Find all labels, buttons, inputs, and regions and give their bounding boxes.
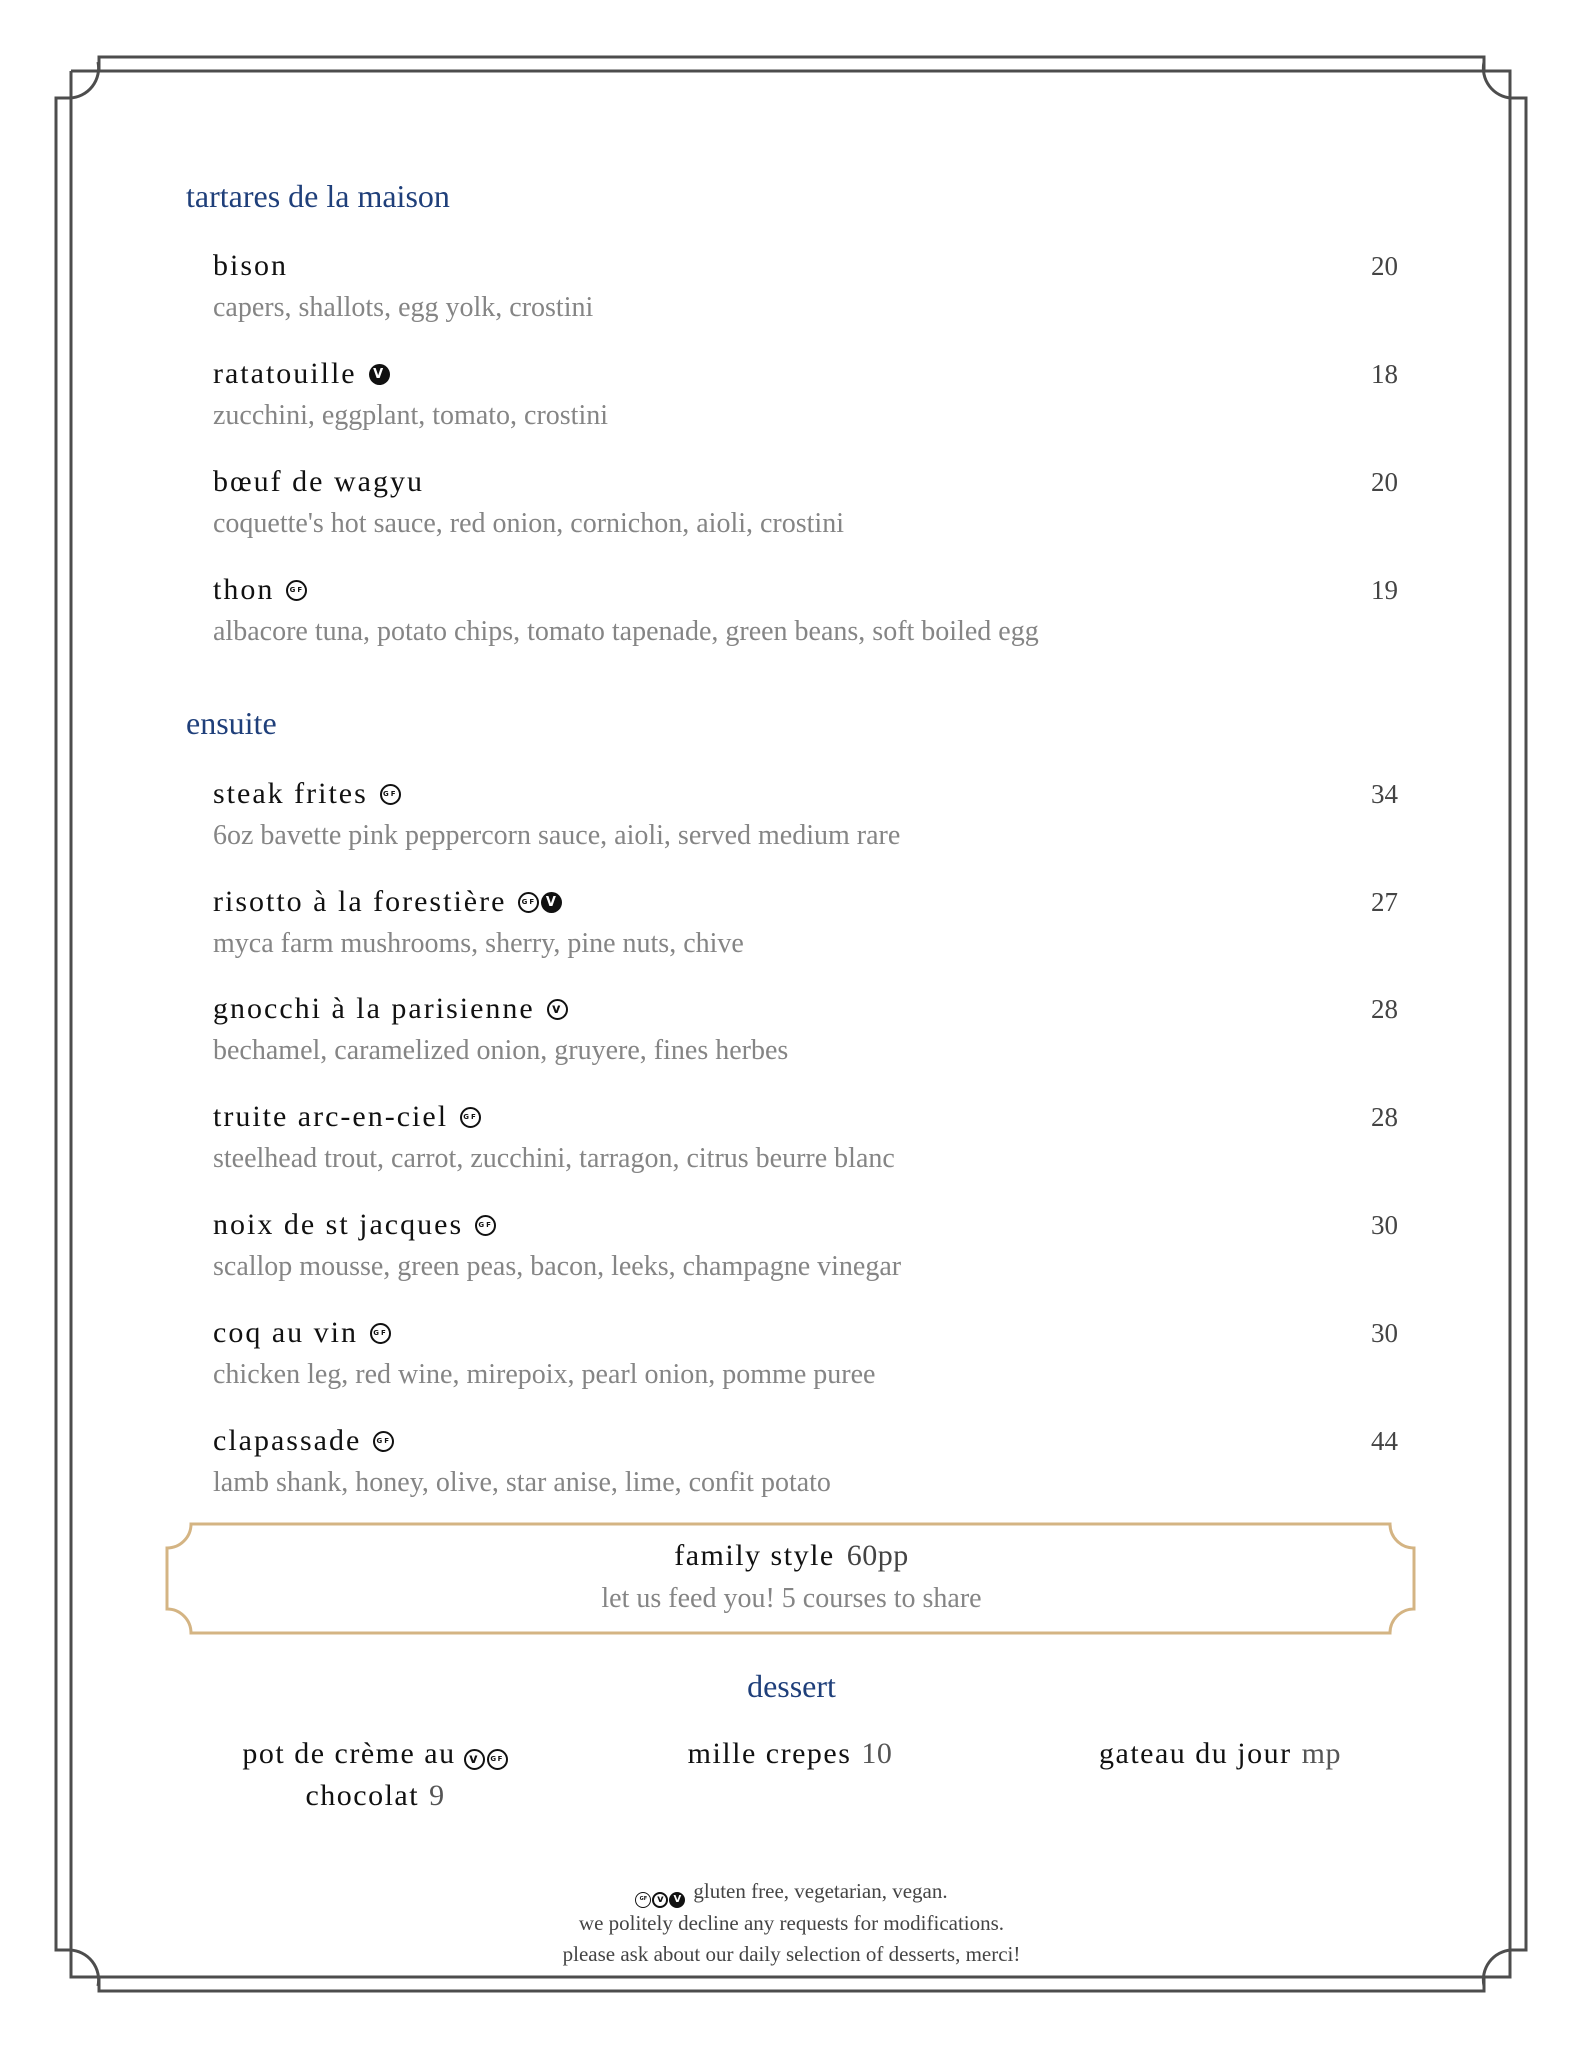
section-heading-dessert: dessert [747, 1668, 836, 1704]
item-name: steak frites [213, 777, 368, 810]
family-style-price: 60pp [846, 1539, 909, 1572]
gluten-free-icon: GF [286, 580, 307, 601]
dessert-item-mille-crepes [640, 1733, 940, 1775]
item-name: coq au vin [213, 1316, 358, 1349]
item-name: bœuf de wagyu [213, 465, 424, 498]
gluten-free-icon: GF [370, 1323, 391, 1344]
dessert-selection-note: please ask about our daily selection of desserts, merci! [562, 1941, 1021, 1966]
menu-item-bison [213, 248, 1398, 325]
vegan-icon: V [669, 1892, 685, 1908]
item-price: 34 [1371, 779, 1398, 809]
vegan-icon: V [541, 892, 562, 913]
section-heading-ensuite: ensuite [186, 705, 277, 741]
menu-item-boeuf-de-wagyu [213, 464, 1398, 541]
gluten-free-icon: GF [635, 1892, 651, 1908]
menu-item-risotto [213, 884, 1398, 961]
vegetarian-icon: v [464, 1749, 485, 1770]
item-name: thon [213, 573, 275, 606]
dessert-name-line2: chocolat [305, 1779, 420, 1812]
item-price: 30 [1371, 1210, 1398, 1240]
gluten-free-icon: GF [373, 1431, 394, 1452]
gluten-free-icon: GF [460, 1107, 481, 1128]
dietary-legend [0, 1876, 1583, 1908]
footer-notes [0, 1876, 1583, 1970]
family-style-subtitle: let us feed you! 5 courses to share [601, 1583, 982, 1614]
family-style-label: family style [674, 1539, 835, 1572]
item-name: bison [213, 249, 289, 282]
menu-item-truite [213, 1099, 1398, 1176]
item-description: steelhead trout, carrot, zucchini, tarragon, citrus beurre blanc [213, 1143, 895, 1174]
item-description: albacore tuna, potato chips, tomato tapenade, green beans, soft boiled egg [213, 616, 1039, 647]
menu-item-clapassade [213, 1423, 1398, 1500]
section-heading-tartares: tartares de la maison [186, 178, 450, 214]
menu-item-thon [213, 572, 1398, 649]
menu-item-gnocchi [213, 991, 1398, 1068]
item-description: myca farm mushrooms, sherry, pine nuts, chive [213, 928, 744, 959]
item-description: lamb shank, honey, olive, star anise, lime, confit potato [213, 1467, 831, 1498]
item-name: noix de st jacques [213, 1208, 464, 1241]
item-description: zucchini, eggplant, tomato, crostini [213, 400, 609, 431]
gluten-free-icon: GF [475, 1215, 496, 1236]
item-description: coquette's hot sauce, red onion, cornichon, aioli, crostini [213, 508, 844, 539]
item-price: 20 [1371, 251, 1398, 281]
dessert-name-line1: pot de crème au [242, 1737, 456, 1770]
dessert-name: gateau du jour [1099, 1737, 1292, 1770]
vegan-icon: V [369, 364, 390, 385]
item-price: 27 [1371, 887, 1398, 917]
dessert-name: mille crepes [687, 1737, 852, 1770]
item-description: chicken leg, red wine, mirepoix, pearl onion, pomme puree [213, 1359, 876, 1390]
gluten-free-icon: GF [380, 784, 401, 805]
dessert-item-gateau-du-jour [1060, 1733, 1380, 1775]
modifications-note: we politely decline any requests for modifications. [578, 1910, 1005, 1935]
item-price: 30 [1371, 1318, 1398, 1348]
item-name: risotto à la forestière [213, 885, 507, 918]
item-price: 19 [1371, 575, 1398, 605]
dessert-price: 9 [429, 1779, 445, 1812]
item-name: truite arc-en-ciel [213, 1100, 449, 1133]
menu-item-coq-au-vin [213, 1315, 1398, 1392]
item-price: 20 [1371, 467, 1398, 497]
item-description: 6oz bavette pink peppercorn sauce, aioli, served medium rare [213, 820, 901, 851]
item-description: bechamel, caramelized onion, gruyere, fines herbes [213, 1035, 789, 1066]
item-description: capers, shallots, egg yolk, crostini [213, 292, 594, 323]
menu-item-noix-de-st-jacques [213, 1207, 1398, 1284]
item-name: gnocchi à la parisienne [213, 992, 535, 1025]
gluten-free-icon: GF [487, 1749, 508, 1770]
item-price: 28 [1371, 1102, 1398, 1132]
item-price: 28 [1371, 994, 1398, 1024]
vegetarian-icon: v [652, 1892, 668, 1908]
dessert-price: 10 [861, 1737, 893, 1770]
item-name: ratatouille [213, 357, 357, 390]
dessert-item-pot-de-creme [210, 1733, 540, 1817]
item-price: 18 [1371, 359, 1398, 389]
item-price: 44 [1371, 1426, 1398, 1456]
item-name: clapassade [213, 1424, 362, 1457]
family-style-title [0, 1539, 1583, 1573]
gluten-free-icon: GF [518, 892, 539, 913]
menu-item-steak-frites [213, 776, 1398, 853]
legend-text: gluten free, vegetarian, vegan. [693, 1879, 948, 1903]
dessert-price: mp [1301, 1737, 1341, 1770]
item-description: scallop mousse, green peas, bacon, leeks, champagne vinegar [213, 1251, 902, 1282]
menu-item-ratatouille [213, 356, 1398, 433]
vegetarian-icon: v [547, 999, 568, 1020]
